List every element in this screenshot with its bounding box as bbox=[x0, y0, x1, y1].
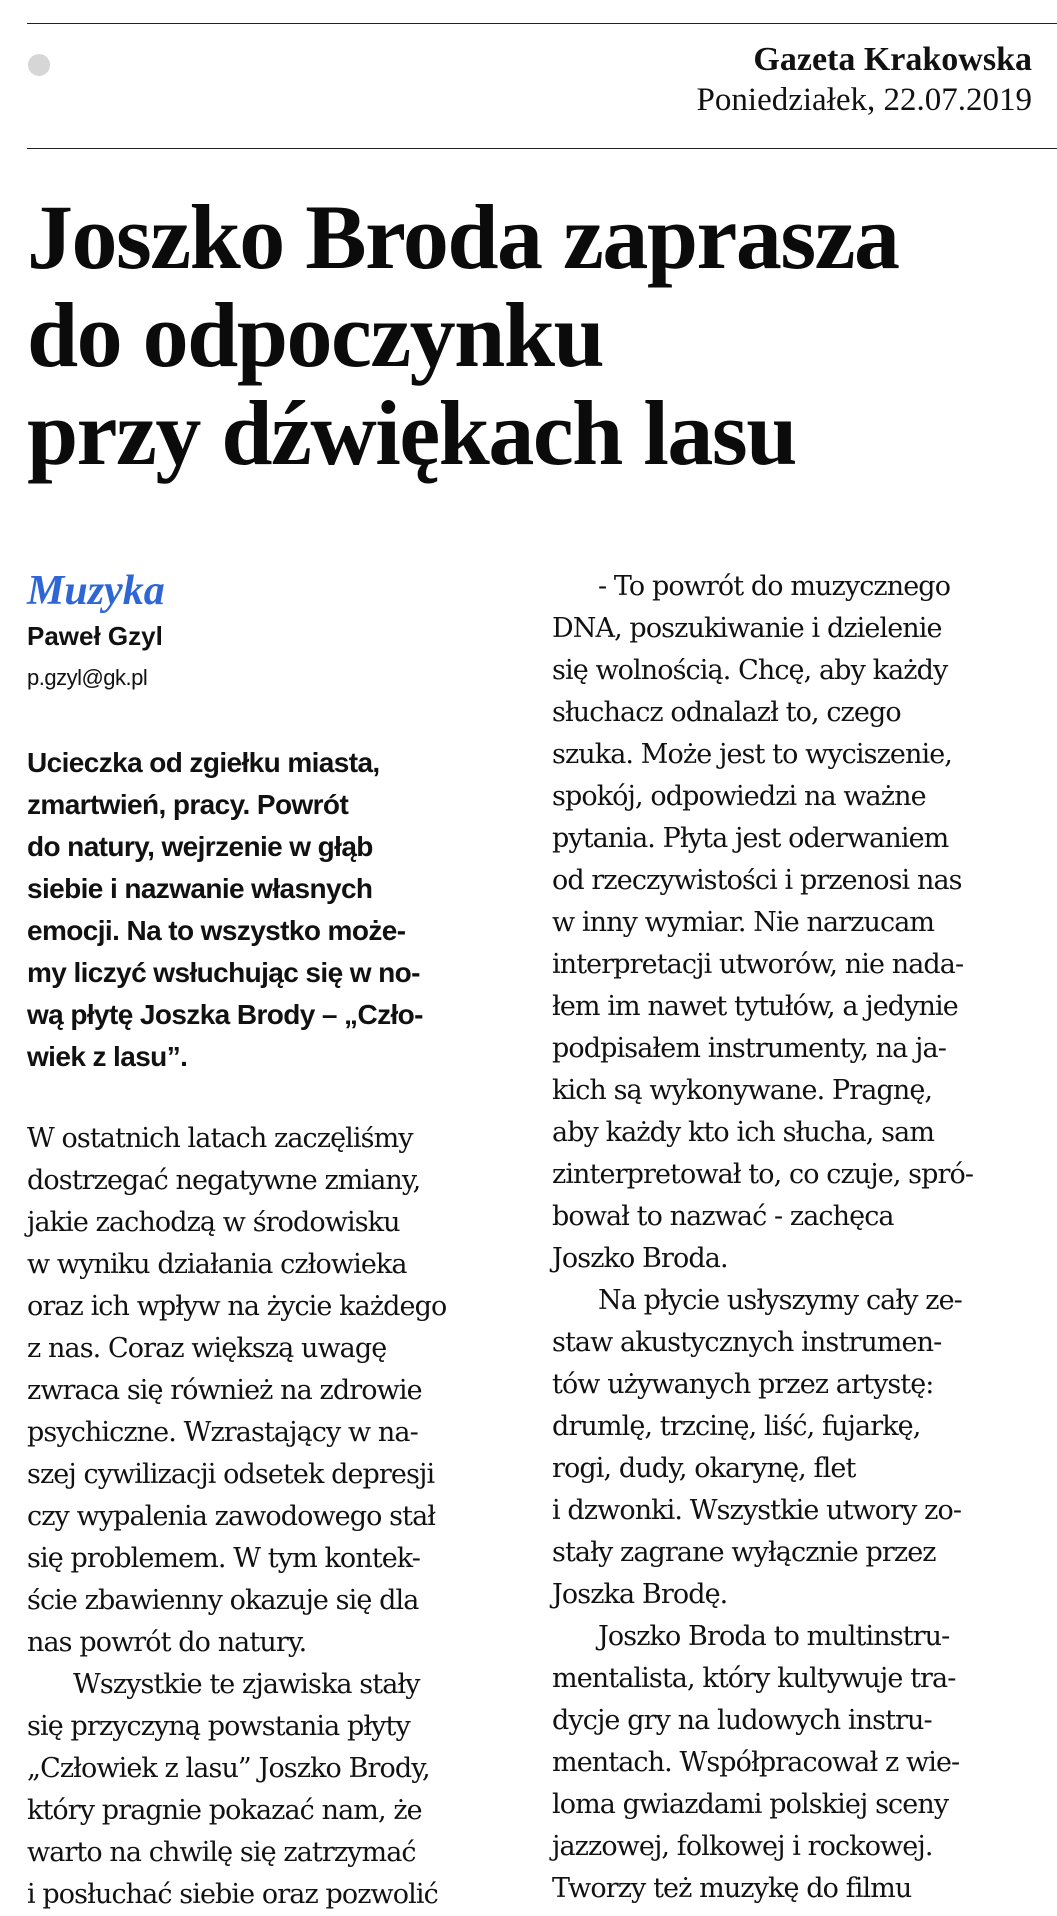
text-line: zinterpretował to, co czuje, spró- bbox=[552, 1159, 974, 1190]
page-dot-icon bbox=[28, 54, 50, 76]
headline-line: przy dźwiękach lasu bbox=[27, 382, 796, 484]
section-label: Muzyka bbox=[27, 568, 165, 614]
text-line: DNA, poszukiwanie i dzielenie bbox=[552, 613, 942, 644]
header-rule bbox=[27, 148, 1057, 149]
lead-line: my liczyć wsłuchując się w no- bbox=[27, 957, 420, 988]
text-line: drumlę, trzcinę, liść, fujarkę, bbox=[552, 1411, 921, 1442]
text-line: się problemem. W tym kontek- bbox=[27, 1543, 421, 1574]
text-line: loma gwiazdami polskiej sceny bbox=[552, 1789, 949, 1820]
text-line: interpretacji utworów, nie nada- bbox=[552, 949, 964, 980]
lead-line: do natury, wejrzenie w głąb bbox=[27, 831, 373, 862]
text-line: Joszko Broda to multinstru- bbox=[598, 1621, 950, 1652]
paragraph bbox=[552, 1280, 1029, 1616]
text-line: się przyczyną powstania płyty bbox=[27, 1711, 410, 1742]
text-line: pytania. Płyta jest oderwaniem bbox=[552, 823, 949, 854]
paragraph bbox=[552, 566, 1029, 1280]
text-line: bował to nazwać - zachęca bbox=[552, 1201, 894, 1232]
article-lead bbox=[27, 742, 504, 1078]
lead-line: emocji. Na to wszystko może- bbox=[27, 915, 406, 946]
text-line: ście zbawienny okazuje się dla bbox=[27, 1585, 419, 1616]
text-line: czy wypalenia zawodowego stał bbox=[27, 1501, 436, 1532]
text-line: zwraca się również na zdrowie bbox=[27, 1375, 422, 1406]
text-line: aby każdy kto ich słucha, sam bbox=[552, 1117, 935, 1148]
text-line: Tworzy też muzykę do filmu bbox=[552, 1873, 912, 1904]
text-line: „Człowiek z lasu” Joszko Brody, bbox=[27, 1753, 430, 1784]
text-line: który pragnie pokazać nam, że bbox=[27, 1795, 422, 1826]
lead-line: wiek z lasu”. bbox=[27, 1041, 188, 1072]
paragraph bbox=[27, 1118, 504, 1664]
text-line: nas powrót do natury. bbox=[27, 1627, 307, 1658]
text-line: dycje gry na ludowych instru- bbox=[552, 1705, 932, 1736]
text-line: Na płycie usłyszymy cały ze- bbox=[598, 1285, 962, 1316]
text-line: w inny wymiar. Nie narzucam bbox=[552, 907, 935, 938]
text-line: - To powrót do muzycznego bbox=[598, 571, 951, 602]
text-line: się wolnością. Chcę, aby każdy bbox=[552, 655, 948, 686]
paragraph bbox=[27, 1664, 504, 1916]
text-line: kich są wykonywane. Pragnę, bbox=[552, 1075, 933, 1106]
text-line: w wyniku działania człowieka bbox=[27, 1249, 407, 1280]
text-line: staw akustycznych instrumen- bbox=[552, 1327, 942, 1358]
text-line: szej cywilizacji odsetek depresji bbox=[27, 1459, 435, 1490]
text-line: dostrzegać negatywne zmiany, bbox=[27, 1165, 421, 1196]
lead-line: wą płytę Joszka Brody – „Czło- bbox=[27, 999, 423, 1030]
top-rule bbox=[27, 23, 1057, 24]
text-line: psychiczne. Wzrastający w na- bbox=[27, 1417, 418, 1448]
text-line: szuka. Może jest to wyciszenie, bbox=[552, 739, 952, 770]
headline-line: do odpoczynku bbox=[27, 284, 604, 386]
text-line: słuchacz odnalazł to, czego bbox=[552, 697, 901, 728]
right-column bbox=[552, 566, 1029, 1910]
text-line: spokój, odpowiedzi na ważne bbox=[552, 781, 926, 812]
text-line: i dzwonki. Wszystkie utwory zo- bbox=[552, 1495, 962, 1526]
text-line: W ostatnich latach zaczęliśmy bbox=[27, 1123, 413, 1154]
text-line: i posłuchać siebie oraz pozwolić bbox=[27, 1879, 438, 1910]
text-line: warto na chwilę się zatrzymać bbox=[27, 1837, 416, 1868]
text-line: jakie zachodzą w środowisku bbox=[27, 1207, 400, 1238]
text-line: rogi, dudy, okarynę, flet bbox=[552, 1453, 856, 1484]
paragraph bbox=[552, 1616, 1029, 1910]
text-line: mentalista, który kultywuje tra- bbox=[552, 1663, 956, 1694]
issue-date: Poniedziałek, 22.07.2019 bbox=[696, 81, 1032, 118]
lead-line: siebie i nazwanie własnych bbox=[27, 873, 373, 904]
text-line: podpisałem instrumenty, na ja- bbox=[552, 1033, 946, 1064]
text-line: łem im nawet tytułów, a jedynie bbox=[552, 991, 958, 1022]
headline-line: Joszko Broda zaprasza bbox=[27, 186, 899, 288]
paper-name: Gazeta Krakowska bbox=[753, 41, 1032, 78]
left-column bbox=[27, 566, 504, 1916]
article-headline bbox=[27, 188, 1057, 482]
body-left bbox=[27, 1118, 504, 1916]
text-line: tów używanych przez artystę: bbox=[552, 1369, 934, 1400]
text-line: z nas. Coraz większą uwagę bbox=[27, 1333, 387, 1364]
text-line: od rzeczywistości i przenosi nas bbox=[552, 865, 962, 896]
text-line: Wszystkie te zjawiska stały bbox=[73, 1669, 420, 1700]
author-name: Paweł Gzyl bbox=[27, 621, 163, 651]
text-line: oraz ich wpływ na życie każdego bbox=[27, 1291, 447, 1322]
lead-line: zmartwień, pracy. Powrót bbox=[27, 789, 349, 820]
text-line: jazzowej, folkowej i rockowej. bbox=[552, 1831, 933, 1862]
text-line: stały zagrane wyłącznie przez bbox=[552, 1537, 936, 1568]
lead-line: Ucieczka od zgiełku miasta, bbox=[27, 747, 380, 778]
masthead bbox=[697, 40, 1032, 120]
text-line: Joszko Broda. bbox=[552, 1243, 728, 1274]
text-line: Joszka Brodę. bbox=[552, 1579, 728, 1610]
author-email[interactable]: p.gzyl@gk.pl bbox=[27, 665, 148, 690]
text-line: mentach. Współpracował z wie- bbox=[552, 1747, 960, 1778]
